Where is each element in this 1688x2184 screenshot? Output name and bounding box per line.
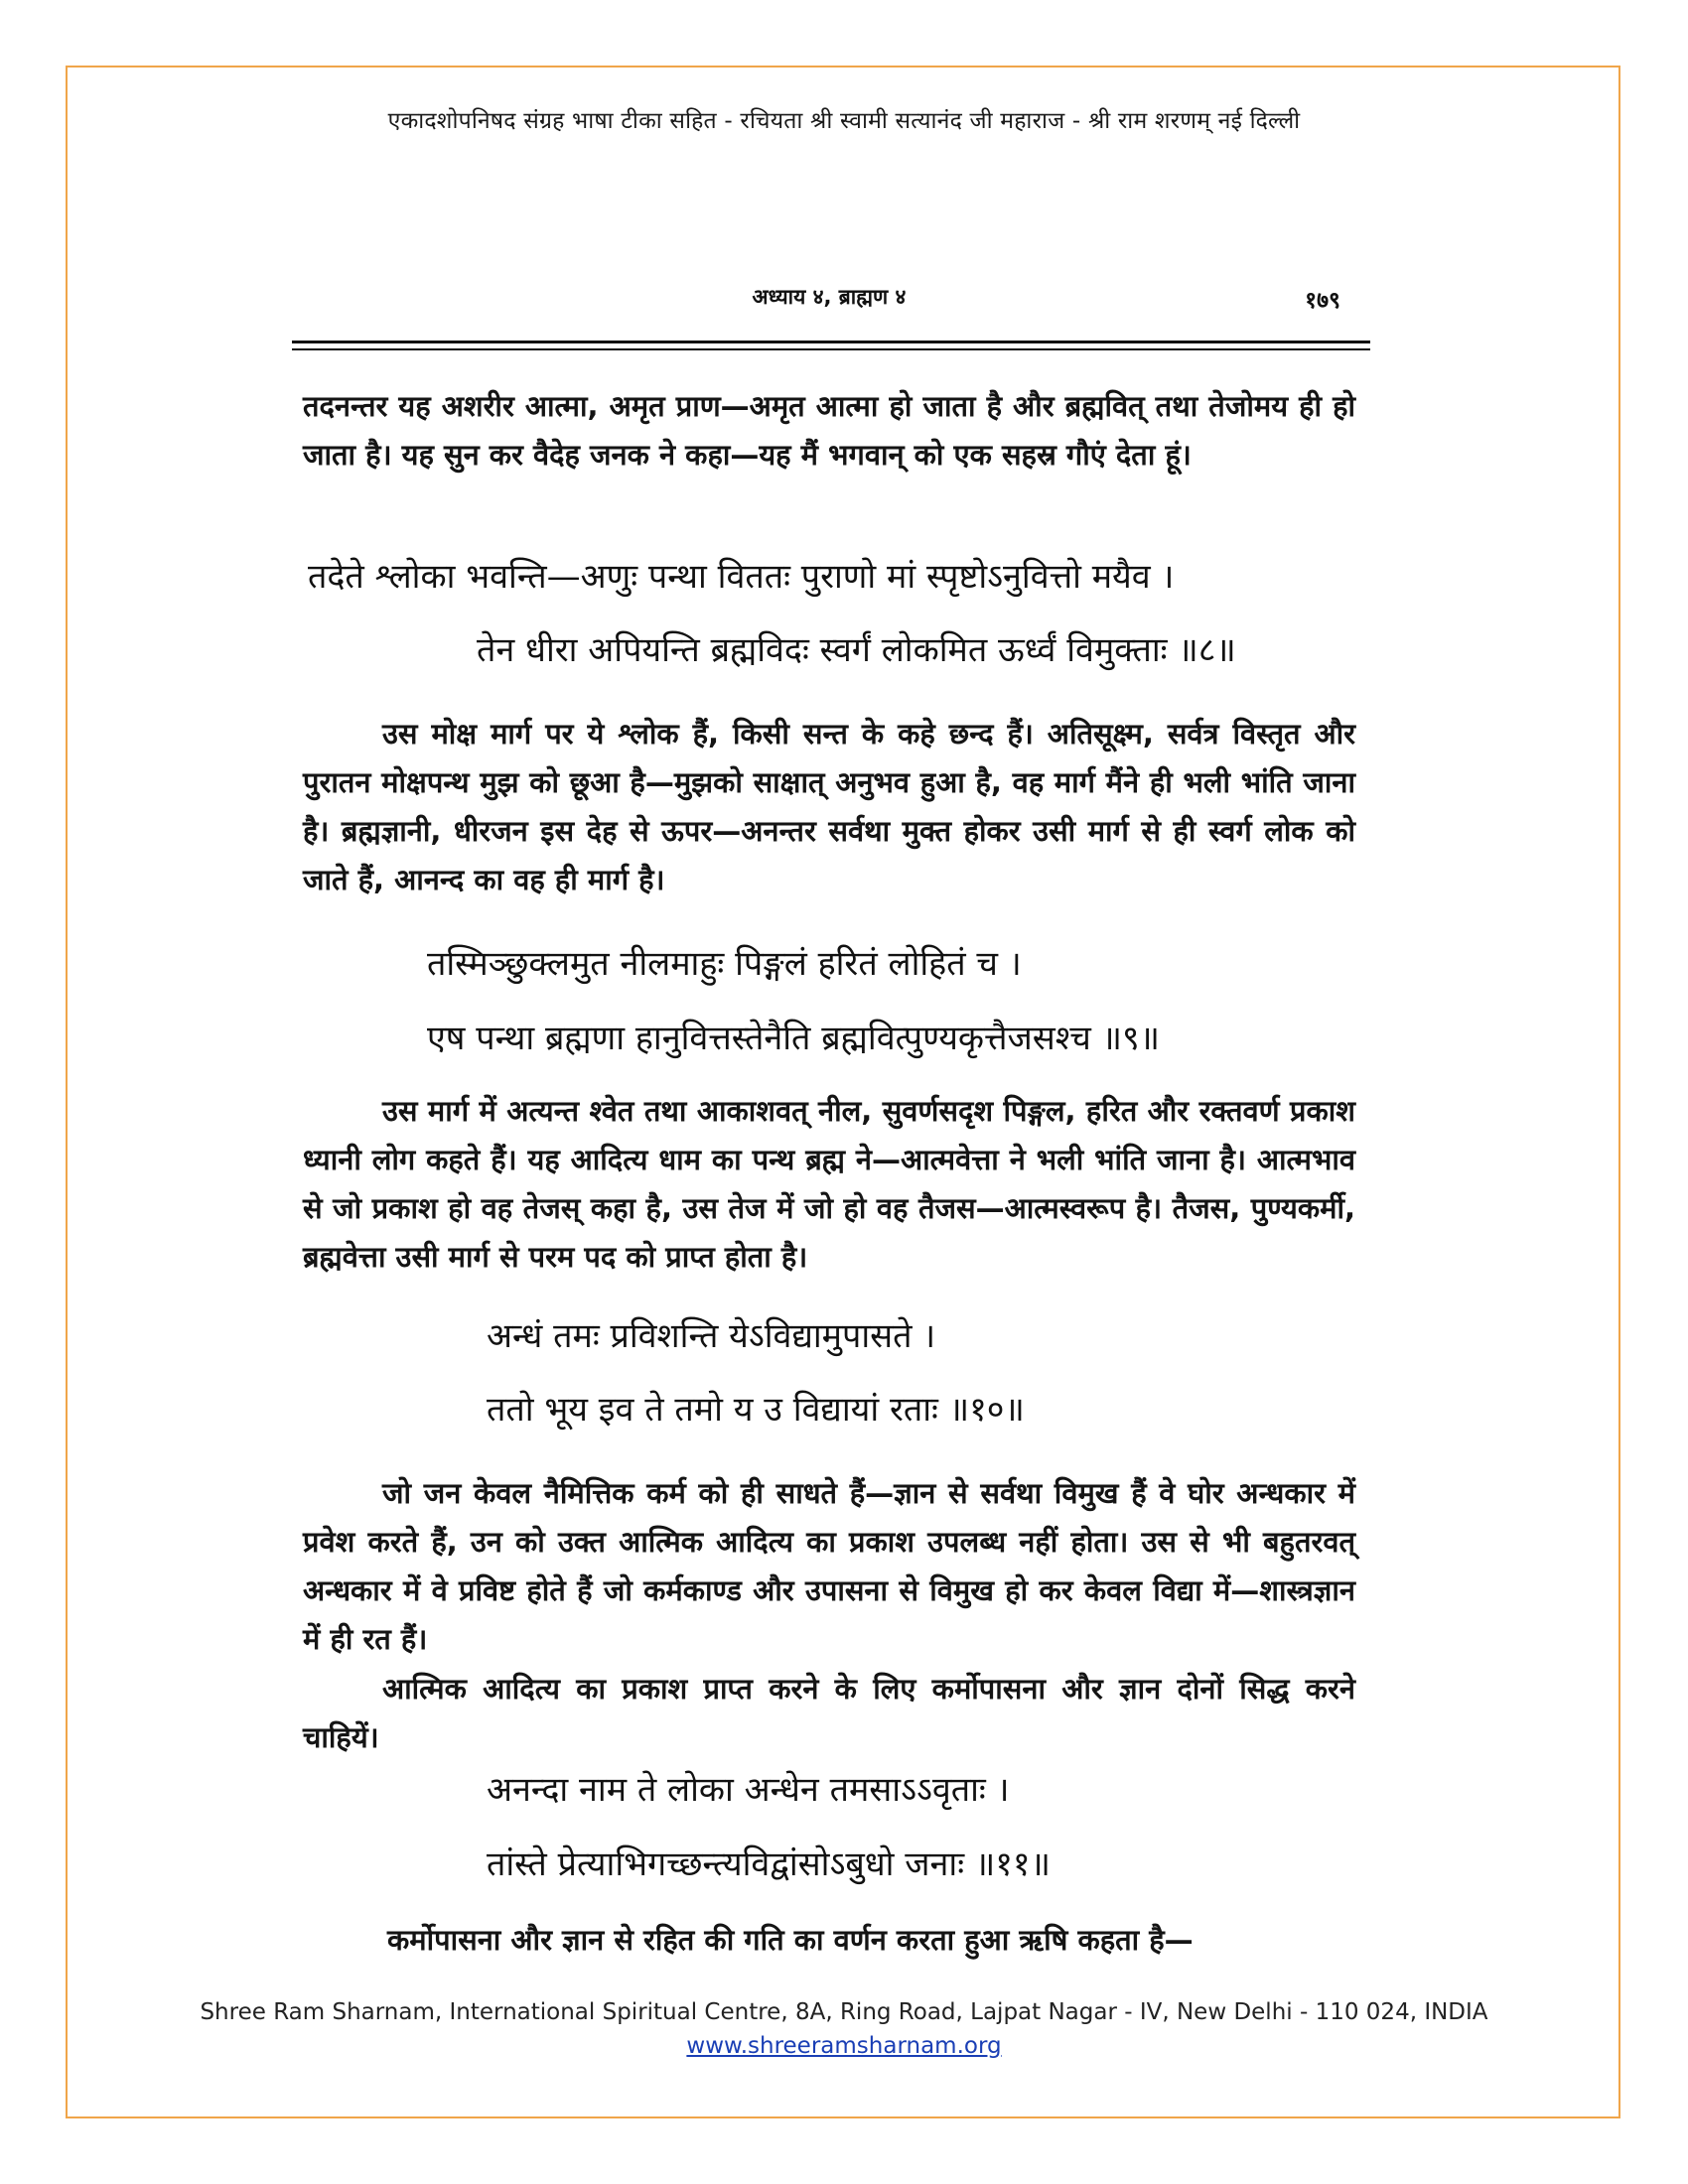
commentary-paragraph: आत्मिक आदित्य का प्रकाश प्राप्त करने के लिए कर्मोपासना और ज्ञान दोनों सिद्ध करने चाहियें। (303, 1672, 1355, 1754)
verse-line: तेन धीरा अपियन्ति ब्रह्मविदः स्वर्गं लोकमित ऊर्ध्वं विमुक्ताः ॥८॥ (477, 630, 1236, 670)
verse-line: अन्धं तमः प्रविशन्ति येऽविद्यामुपासते । (487, 1316, 936, 1356)
verse-line: अनन्दा नाम ते लोका अन्धेन तमसाऽऽवृताः । (487, 1770, 1010, 1810)
document-header: एकादशोपनिषद संग्रह भाषा टीका सहित - रचियता श्री स्वामी सत्यानंद जी महाराज - श्री राम शरणम् नई दिल्ली (387, 108, 1301, 134)
page-number: १७९ (1305, 288, 1340, 314)
verse-line: तस्मिञ्छुक्लमुत नीलमाहुः पिङ्गलं हरितं लोहितं च । (427, 944, 1022, 984)
verse-line: एष पन्था ब्रह्मणा हानुवित्तस्तेनैति ब्रह्मवित्पुण्यकृत्तैजसश्च ॥९॥ (427, 1019, 1161, 1058)
header-rule (292, 348, 1370, 350)
commentary-paragraph: उस मोक्ष मार्ग पर ये श्लोक हैं, किसी सन्त के कहे छन्द हैं। अतिसूक्ष्म, सर्वत्र विस्तृत और पुरातन मोक्षपन्थ मुझ को छूआ है—मुझको साक्षात् अनुभव हुआ है, वह मार्ग मैंने ही भली भांति जाना है। ब्रह्मज्ञानी, धीरजन इस देह से ऊपर—अनन्तर सर्वथा मुक्त होकर उसी मार्ग से ही स्वर्ग लोक को जाते हैं, आनन्द का वह ही मार्ग है। (303, 717, 1355, 896)
commentary-paragraph: जो जन केवल नैमित्तिक कर्म को ही साधते हैं—ज्ञान से सर्वथा विमुख हैं वे घोर अन्धकार में प्रवेश करते हैं, उन को उक्त आत्मिक आदित्य का प्रकाश उपलब्ध नहीं होता। उस से भी बहुतरवत् अन्धकार में वे प्रविष्ट होते हैं जो कर्मकाण्ड और उपासना से विमुख हो कर केवल विद्या में—शास्त्रज्ञान में ही रत हैं। (303, 1476, 1355, 1656)
verse-line: तांस्ते प्रेत्याभिगच्छन्त्यविद्वांसोऽबुधो जनाः ॥११॥ (487, 1844, 1051, 1884)
footer-address: Shree Ram Sharnam, International Spiritual Centre, 8A, Ring Road, Lajpat Nagar - IV, New Delhi - 110 024, INDIA (200, 1999, 1488, 2025)
website-link[interactable]: www.shreeramsharnam.org (686, 2033, 1002, 2059)
commentary-paragraph: तदनन्तर यह अशरीर आत्मा, अमृत प्राण—अमृत आत्मा हो जाता है और ब्रह्मवित् तथा तेजोमय ही हो जाता है। यह सुन कर वैदेह जनक ने कहा—यह मैं भगवान् को एक सहस्र गौएं देता हूं। (303, 389, 1355, 472)
verse-line: ततो भूय इव ते तमो य उ विद्यायां रताः ॥१०॥ (487, 1390, 1025, 1430)
closing-line: कर्मोपासना और ज्ञान से रहित की गति का वर्णन करता हुआ ऋषि कहता है— (387, 1923, 1194, 1957)
header-rule (292, 341, 1370, 343)
chapter-label: अध्याय ४, ब्राह्मण ४ (752, 285, 907, 309)
commentary-paragraph: उस मार्ग में अत्यन्त श्वेत तथा आकाशवत् नील, सुवर्णसदृश पिङ्गल, हरित और रक्तवर्ण प्रकाश ध्यानी लोग कहते हैं। यह आदित्य धाम का पन्थ ब्रह्म ने—आत्मवेत्ता ने भली भांति जाना है। आत्मभाव से जो प्रकाश हो वह तेजस् कहा है, उस तेज में जो हो वह तैजस—आत्मस्वरूप है। तैजस, पुण्यकर्मी, ब्रह्मवेत्ता उसी मार्ग से परम पद को प्राप्त होता है। (303, 1094, 1355, 1274)
running-header (278, 283, 1380, 317)
scanned-page (278, 253, 1380, 1956)
verse-line: तदेते श्लोका भवन्ति—अणुः पन्था विततः पुराणो मां स्पृष्टोऽनुवित्तो मयैव । (308, 557, 1175, 597)
